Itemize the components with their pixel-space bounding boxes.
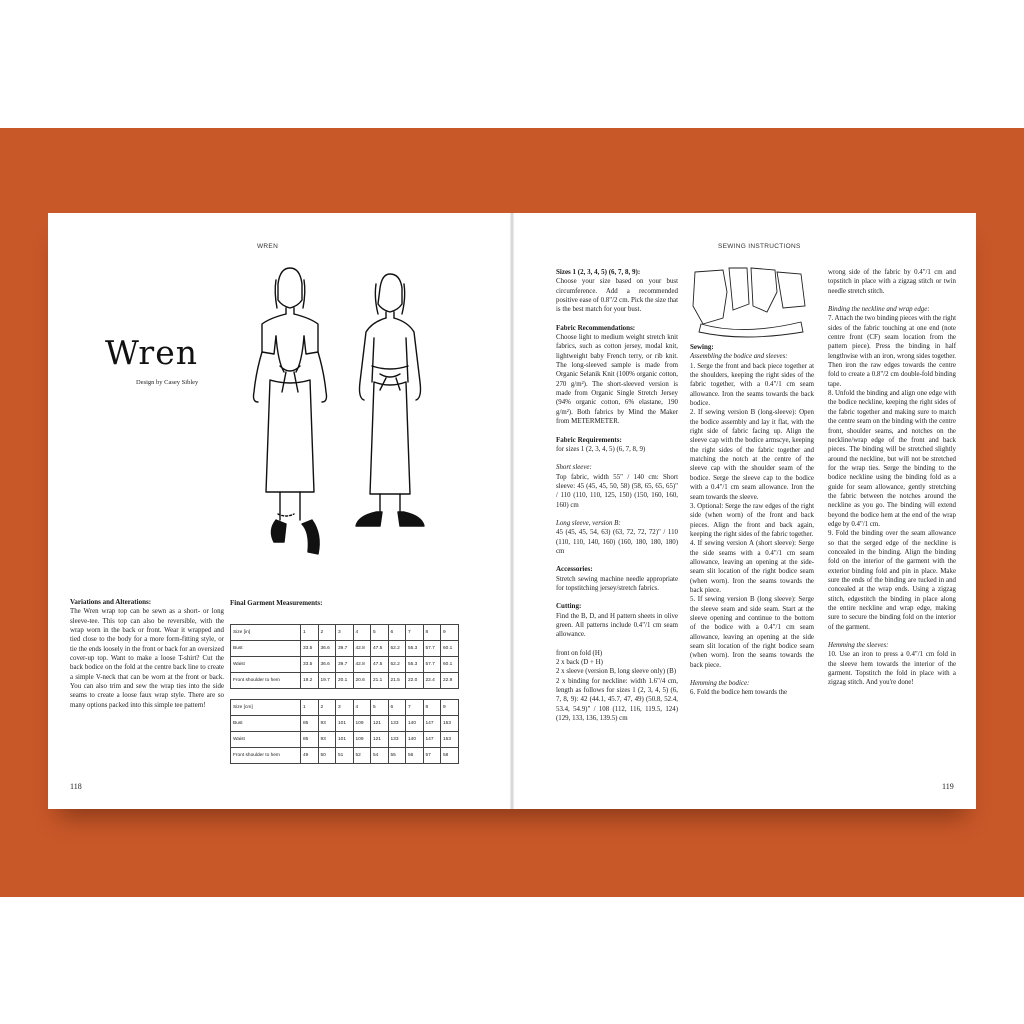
- table-cell: 85: [301, 716, 319, 732]
- sewing-column-continued: [828, 268, 956, 688]
- long-sleeve-body: 45 (45, 45, 54, 63) (63, 72, 72, 72)" / 110 (110, 110, 140, 160) (160, 180, 180, 180) cm: [556, 529, 678, 555]
- table-cell: 49: [301, 748, 319, 764]
- sewing-step: 8. Unfold the binding and align one edge with the bodice neckline, keeping the right sides of the fabric together and making sure to match the centre seam on the binding with the centre front, shoulder seams, and notches on the neckline/wrap edge of the front and back pieces. The binding will be stretched slightly around the neckline, but will not be stretched for the wrap ties. Serge the binding to the bodice neckline using the binding fold as a guide for seam allowance, gently stretching the fabric between the notches around the neckline as you go. The binding will extend beyond the bodice hem at the end of the wrap edge by 0.4"/1 cm.: [828, 390, 956, 528]
- row-label: Waist: [231, 732, 301, 748]
- table-cell: 51: [336, 748, 354, 764]
- size-cell: 8: [423, 700, 441, 716]
- table-cell: 39.7: [336, 641, 354, 657]
- sewing-step: 1. Serge the front and back piece together at the shoulders, keeping the right sides of the fabric together, with a 0.4"/1 cm seam allowance. Iron the seams towards the back bodice.: [690, 362, 814, 408]
- step6-continued: wrong side of the fabric by 0.4"/1 cm and topstitch in place with a zigzag stitch or twin needle stretch stitch.: [828, 269, 956, 295]
- table-cell: 101: [336, 716, 354, 732]
- table-cell: 93: [318, 716, 336, 732]
- variations-body: The Wren wrap top can be sewn as a short- or long sleeve-tee. This top can also be reversible, with the wrap worn in the back or front. Wear it wrapped and tied close to the body for a more form-fitting style, or tie the ends loosely in the front or back for an oversized cover-up top. Want to make a loose T-shirt? Cut the back bodice on the fold at the centre back line to create a simple V-neck that can be worn at the front or back. You can also trim and sew the wrap ties into the side seams to create a loose faux wrap style. There are so many options packed into this simple tee pattern!: [70, 608, 224, 709]
- table-cell: 121: [371, 732, 389, 748]
- row-label: Front shoulder to hem: [231, 673, 301, 689]
- binding-label: Binding the neckline and wrap edge:: [828, 306, 930, 314]
- table-cell: 22.0: [406, 673, 424, 689]
- table-cell: 109: [353, 716, 371, 732]
- requirements-heading: Fabric Requirements:: [556, 435, 622, 444]
- table-cell: 19.7: [318, 673, 336, 689]
- table-cell: 56: [406, 748, 424, 764]
- cut-list-item: 2 x sleeve (version B, long sleeve only) (B): [556, 668, 676, 676]
- table-cell: 93: [318, 732, 336, 748]
- measurements-title: Final Garment Measurements:: [230, 599, 323, 607]
- table-cell: 33.5: [301, 657, 319, 673]
- size-label: Size [in]: [231, 625, 301, 641]
- table-cell: 147: [423, 732, 441, 748]
- table-cell: 42.8: [353, 641, 371, 657]
- assembling-label: Assembling the bodice and sleeves:: [690, 353, 788, 361]
- running-head-right: SEWING INSTRUCTIONS: [718, 243, 801, 250]
- table-row: [231, 748, 459, 764]
- page-number-left: 118: [70, 782, 82, 791]
- table-cell: 57.7: [423, 657, 441, 673]
- table-cell: 52.2: [388, 641, 406, 657]
- table-cell: 52: [353, 748, 371, 764]
- row-label: Front shoulder to hem: [231, 748, 301, 764]
- table-cell: 85: [301, 732, 319, 748]
- short-sleeve-body: Top fabric, width 55" / 140 cm: Short sleeve: 45 (45, 45, 50, 58) (58, 65, 65, 65)" / 110 (110, 110, 125, 150) (150, 160, 160, 160) cm: [556, 473, 678, 509]
- size-cell: 3: [336, 700, 354, 716]
- fabric-body: Choose light to medium weight stretch knit fabrics, such as cotton jersey, modal knit, lightweight baby French terry, or rib knit. The long-sleeved sample is made from Organic Selanik Knit (100% organic cotton, 270 g/m²). The short-sleeved version is made from Organic Single Stretch Jersey (94% organic cotton, 6% elastane, 190 g/m²). Both fabrics by Mind the Maker from METERMETER.: [556, 334, 678, 426]
- size-cell: 3: [336, 625, 354, 641]
- size-cell: 4: [353, 700, 371, 716]
- fabric-heading: Fabric Recommendations:: [556, 323, 636, 332]
- table-cell: 47.5: [371, 657, 389, 673]
- table-cell: 57.7: [423, 641, 441, 657]
- size-cell: 1: [301, 625, 319, 641]
- table-cell: 20.6: [353, 673, 371, 689]
- table-cell: 42.8: [353, 657, 371, 673]
- sewing-step: 4. If sewing version A (short sleeve): Serge the side seams with a 0.4"/1 cm seam allowance, leaving an opening at the side-seam slit location of the right bodice seam (when worn). Iron the seams towards the back piece.: [690, 540, 814, 594]
- table-row: [231, 716, 459, 732]
- table-cell: 22.9: [441, 673, 459, 689]
- table-cell: 133: [388, 732, 406, 748]
- sewing-step: 2. If sewing version B (long-sleeve): Open the bodice assembly and lay it flat, with the right side of fabric facing up. Align the sleeve cap with the bodice armscye, keeping the right sides of the fabric together and matching the notch at the centre of the sleeve cap with the shoulder seam of the bodice. Serge the sleeve cap to the bodice with a 0.4"/1 cm seam allowance. Iron the seam towards the sleeve.: [690, 409, 814, 501]
- size-cell: 6: [388, 625, 406, 641]
- row-label: Bust: [231, 716, 301, 732]
- size-cell: 9: [441, 700, 459, 716]
- table-header-row: [231, 700, 459, 716]
- table-cell: 60.1: [441, 641, 459, 657]
- hemming-sleeves-label: Hemming the sleeves:: [828, 642, 889, 650]
- table-cell: 47.5: [371, 641, 389, 657]
- accessories-heading: Accessories:: [556, 565, 593, 574]
- size-cell: 1: [301, 700, 319, 716]
- sewing-step: 5. If sewing version B (long sleeve): Serge the sleeve seam and side seam. Start at the sleeve opening and continue to the bottom of the bodice with a 0.4"/1 cm seam allowance, leaving an opening at the side seam slit location of the right bodice seam (when worn). Iron the seams towards the back piece.: [690, 596, 814, 669]
- sewing-step: 6. Fold the bodice hem towards the: [690, 689, 788, 697]
- table-cell: 147: [423, 716, 441, 732]
- cut-list-item: front on fold (H): [556, 649, 603, 657]
- size-cell: 8: [423, 625, 441, 641]
- size-cell: 2: [318, 700, 336, 716]
- table-cell: 55.3: [406, 641, 424, 657]
- table-cell: 39.7: [336, 657, 354, 673]
- table-cell: 54: [371, 748, 389, 764]
- table-row: [231, 657, 459, 673]
- sizes-body: Choose your size based on your bust circumference. Add a recommended positive ease of 0.8"/2 cm. Pick the size that is the best match for your bust.: [556, 278, 678, 314]
- table-cell: 21.1: [371, 673, 389, 689]
- table-cell: 20.1: [336, 673, 354, 689]
- pattern-pieces-diagram: [683, 262, 811, 340]
- sewing-column: [690, 343, 814, 698]
- figure-illustration: [240, 262, 440, 572]
- short-sleeve-label: Short sleeve:: [556, 464, 592, 472]
- designer-byline: Design by Casey Sibley: [136, 379, 199, 386]
- table-cell: 36.6: [318, 641, 336, 657]
- spine-gutter: [510, 213, 514, 809]
- table-cell: 153: [441, 732, 459, 748]
- table-row: [231, 641, 459, 657]
- sewing-step: 7. Attach the two binding pieces with the right sides of the fabric touching at one end (note centre front (CF) seam location from the pattern piece). Press the binding in half lengthwise with an iron, wrong sides together. Then iron the raw edges towards the centre fold to create a 0.8"/2 cm double-fold binding tape.: [828, 315, 956, 388]
- table-cell: 109: [353, 732, 371, 748]
- table-cell: 19.2: [301, 673, 319, 689]
- table-cell: 50: [318, 748, 336, 764]
- hemming-bodice-label: Hemming the bodice:: [690, 680, 750, 688]
- size-cell: 6: [388, 700, 406, 716]
- cutting-body: Find the B, D, and H pattern sheets in olive green. All patterns include 0.4"/1 cm seam allowance.: [556, 612, 678, 639]
- table-cell: 55: [388, 748, 406, 764]
- size-cell: 5: [371, 700, 389, 716]
- long-sleeve-label: Long sleeve, version B:: [556, 519, 621, 527]
- table-row: [231, 673, 459, 689]
- requirements-body: for sizes 1 (2, 3, 4, 5) (6, 7, 8, 9): [556, 445, 646, 453]
- running-head-left: WREN: [257, 243, 279, 250]
- table-cell: 21.5: [388, 673, 406, 689]
- table-cell: 140: [406, 716, 424, 732]
- size-cell: 7: [406, 700, 424, 716]
- table-cell: 140: [406, 732, 424, 748]
- table-cell: 121: [371, 716, 389, 732]
- size-cell: 4: [353, 625, 371, 641]
- accessories-body: Stretch sewing machine needle appropriate for topstitching jersey/stretch fabrics.: [556, 575, 678, 592]
- table-header-row: [231, 625, 459, 641]
- materials-column: [556, 268, 678, 723]
- sewing-step: 9. Fold the binding over the seam allowance so that the serged edge of the neckline is concealed in the binding. Align the binding fold on the interior of the garment with the exterior binding fold and pin in place. Make sure the ends of the binding are tucked in and concealed at the wrap ends. Using a zigzag stitch, edgestitch the binding in place along the entire neckline and wrap edge, making sure to secure the binding fold on the interior of the garment.: [828, 530, 956, 631]
- sewing-step: 10. Use an iron to press a 0.4"/1 cm fold in the sleeve hem towards the interior of the garment. Topstitch the fold in place with a zigzag stitch. And you're done!: [828, 651, 956, 687]
- cut-binding: 2 x binding for neckline: width 1.6"/4 cm, length as follows for sizes 1 (2, 3, 4, 5) (6, 7, 8, 9): 42 (44.1, 45.7, 47, 49) (50.8, 52.4, 53.4, 54.9)" / 108 (112, 116, 119.5, 124) (129, 133, 136, 139.5) cm: [556, 677, 678, 723]
- table-row: [231, 732, 459, 748]
- table-cell: 133: [388, 716, 406, 732]
- row-label: Bust: [231, 641, 301, 657]
- size-cell: 2: [318, 625, 336, 641]
- table-cell: 55.3: [406, 657, 424, 673]
- table-cell: 36.6: [318, 657, 336, 673]
- row-label: Waist: [231, 657, 301, 673]
- table-cell: 101: [336, 732, 354, 748]
- measurements-table-inch: [230, 624, 459, 689]
- size-label: Size [cm]: [231, 700, 301, 716]
- pattern-title: Wren: [105, 333, 198, 372]
- sewing-heading: Sewing:: [690, 343, 714, 351]
- cut-list-item: 2 x back (D + H): [556, 659, 603, 667]
- sizes-heading: Sizes 1 (2, 3, 4, 5) (6, 7, 8, 9):: [556, 268, 641, 276]
- table-cell: 153: [441, 716, 459, 732]
- variations-heading: Variations and Alterations:: [70, 598, 152, 606]
- cutting-heading: Cutting:: [556, 602, 582, 611]
- table-cell: 22.4: [423, 673, 441, 689]
- size-cell: 5: [371, 625, 389, 641]
- size-cell: 9: [441, 625, 459, 641]
- variations-section: [70, 598, 224, 710]
- sewing-step: 3. Optional: Serge the raw edges of the right side (when worn) of the front and back pieces. Align the front and back again, keeping the right sides of the fabric together.: [690, 502, 814, 538]
- page-number-right: 119: [942, 782, 954, 791]
- size-cell: 7: [406, 625, 424, 641]
- table-cell: 58: [441, 748, 459, 764]
- table-cell: 57: [423, 748, 441, 764]
- measurements-table-cm: [230, 699, 459, 764]
- table-cell: 33.5: [301, 641, 319, 657]
- table-cell: 60.1: [441, 657, 459, 673]
- table-cell: 52.2: [388, 657, 406, 673]
